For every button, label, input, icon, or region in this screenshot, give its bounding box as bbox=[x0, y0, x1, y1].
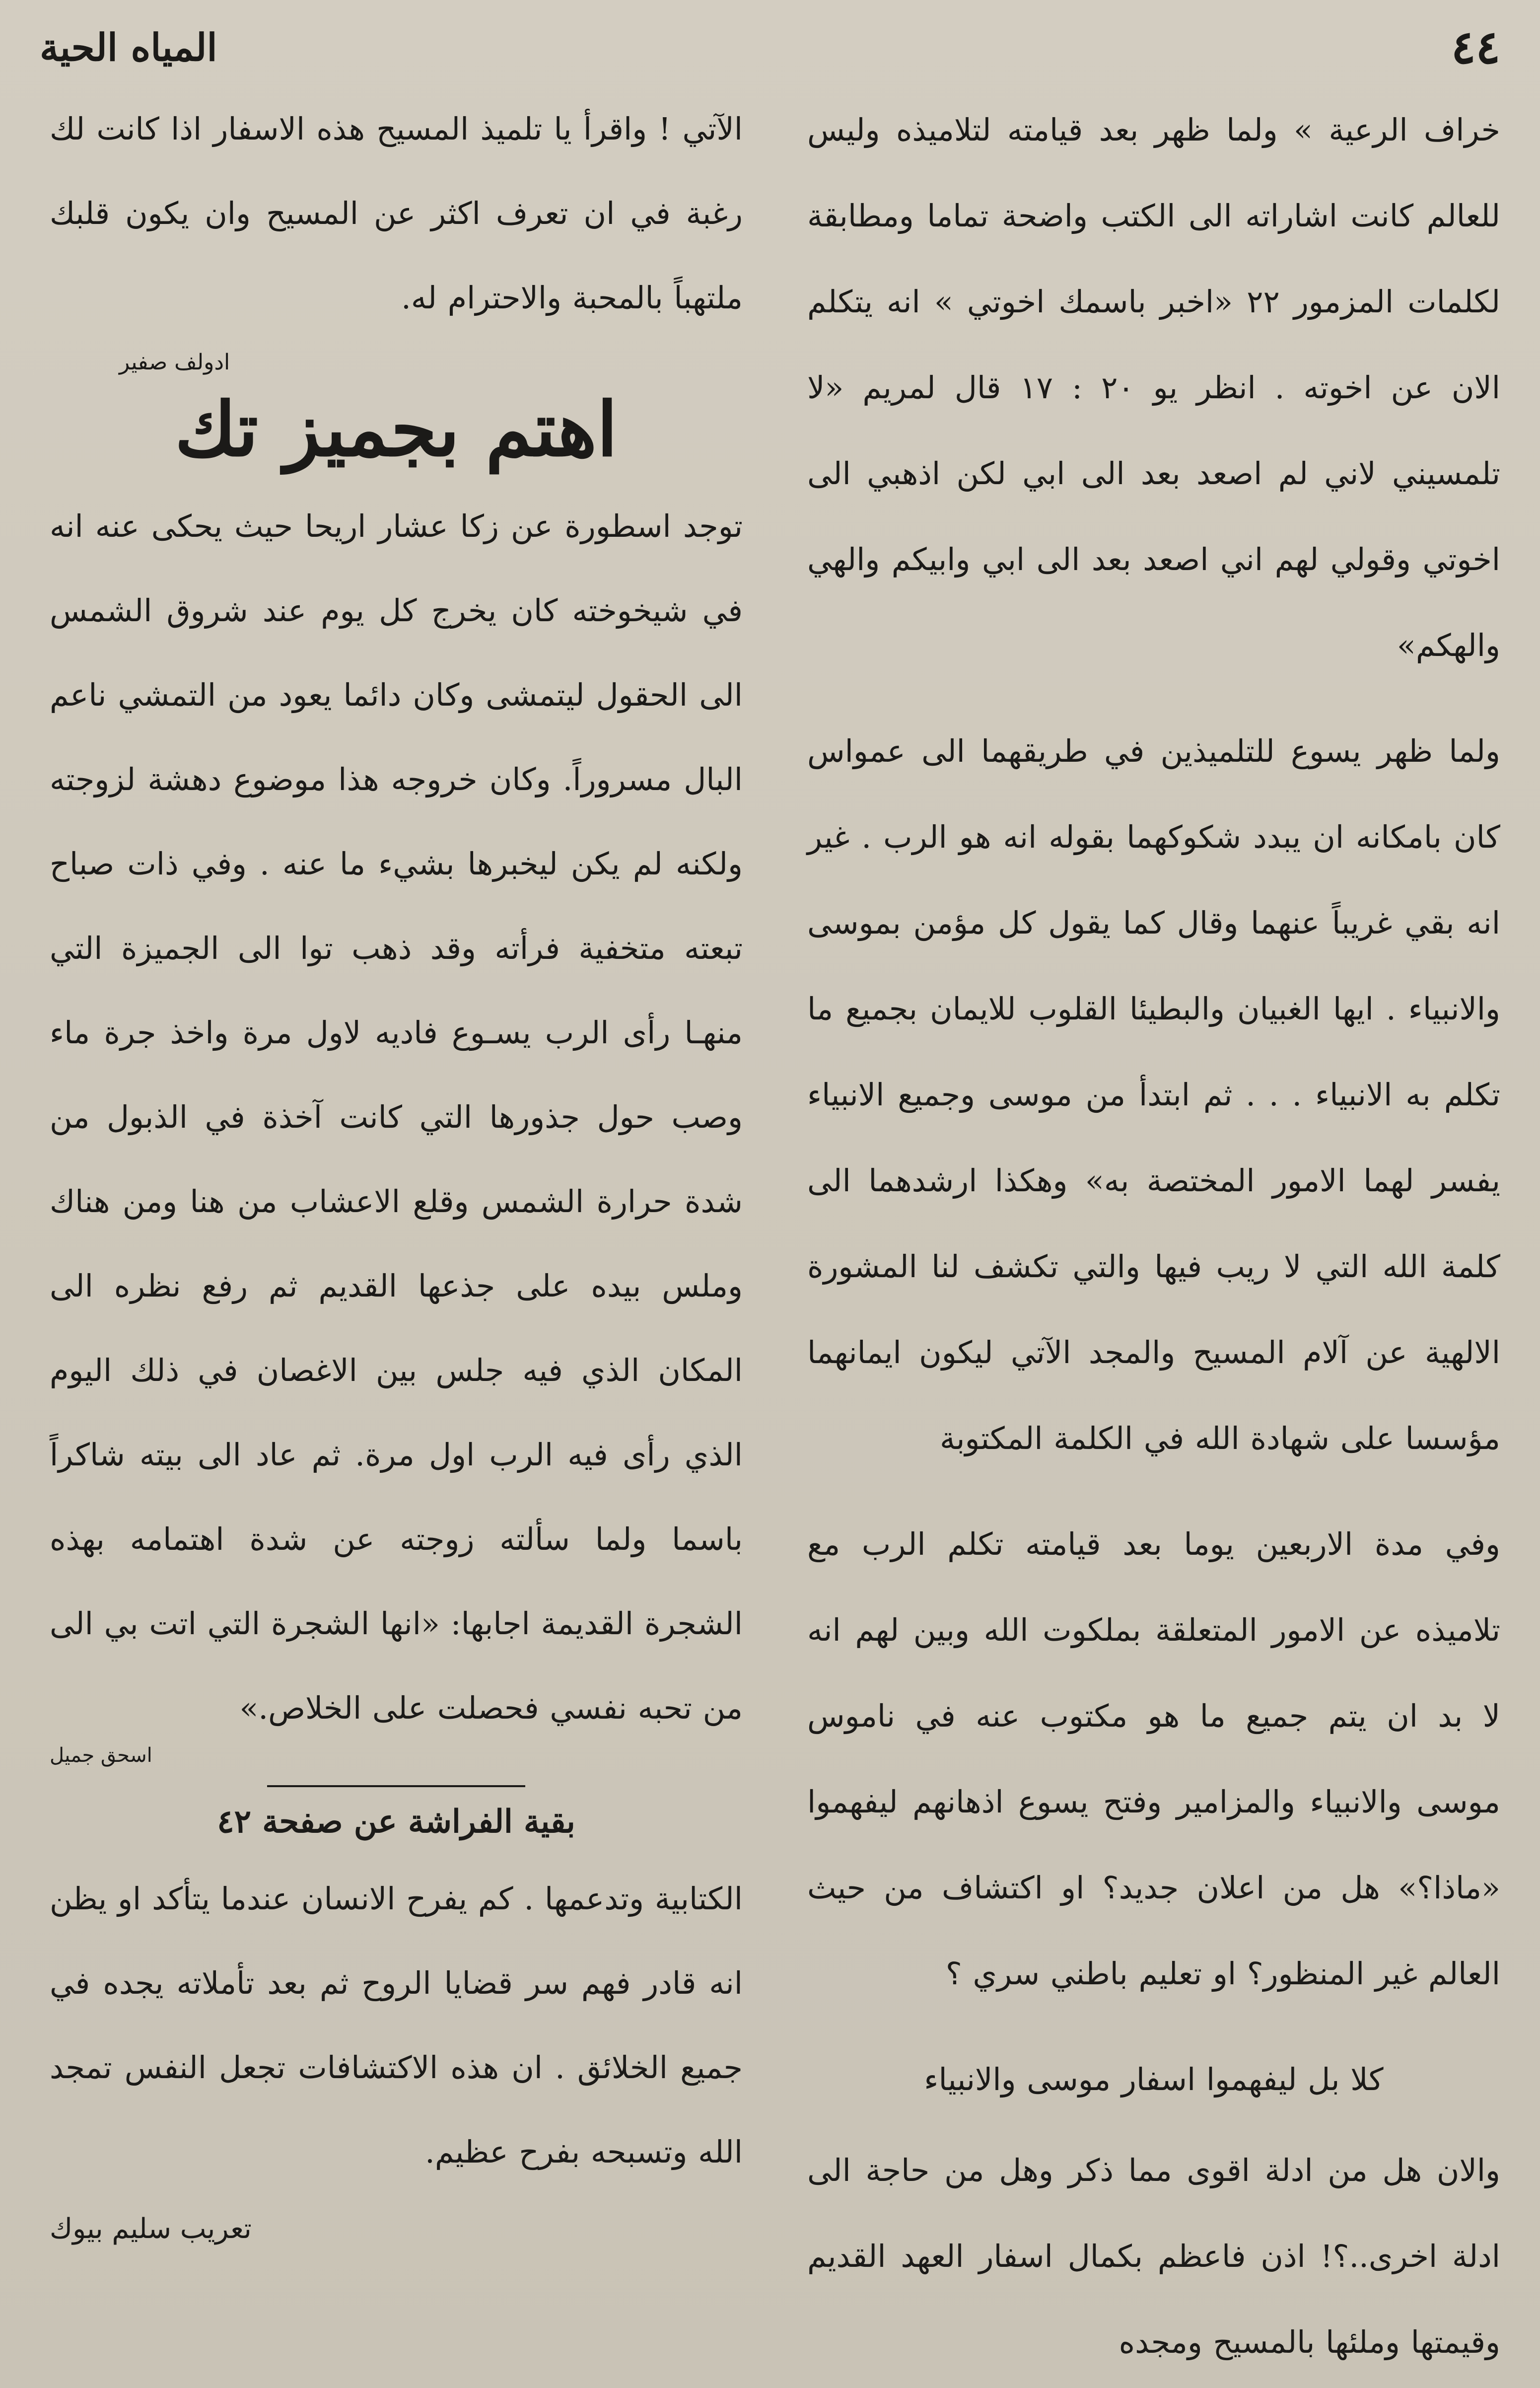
article-text: توجد اسطورة عن زكا عشار اريحا حيث يحكى عنه انه في شيخوخته كان يخرج كل يوم عند شروق الشمس الى الحقول ليتمشى وكان دائما يعود من التمشي ناعم البال مسروراً. وكان خروجه هذا موضوع دهشة لزوجته ولكنه لم يكن ليخبرها بشيء ما عنه . وفي ذات صباح تبعته متخفية فرأته وقد ذهب توا الى الجميزة التي منهـا رأى الرب يسـوع فاديه لاول مرة واخذ جرة ماء وصب حول جذورها التي كانت آخذة في الذبول من شدة حرارة الشمس وقلع الاعشاب من هنا ومن هناك وملس بيده على جذعها القديم ثم رفع نظره الى المكان الذي فيه جلس بين الاغصان في ذلك اليوم الذي رأى فيه الرب اول مرة. ثم عاد الى بيته شاكراً باسما ولما سألته زوجته عن شدة اهتمامه بهذه الشجرة القديمة اجابها: «انها الشجرة التي اتت بي الى من تحبه نفسي فحصلت على الخلاص.» bbox=[50, 508, 743, 1726]
left-column bbox=[50, 87, 743, 2358]
paragraph: كلا بل ليفهموا اسفار موسى والانبياء bbox=[924, 2061, 1384, 2098]
article-author: اسحق جميل bbox=[50, 1744, 152, 1767]
continued-heading: بقية الفراشة عن صفحة ٤٢ bbox=[217, 1803, 575, 1840]
page-header bbox=[40, 20, 1500, 74]
page-number: ٤٤ bbox=[1451, 20, 1500, 74]
text-columns bbox=[50, 87, 1500, 2358]
right-column bbox=[807, 87, 1500, 2358]
signature: تعريب سليم بيوك bbox=[50, 2213, 252, 2245]
paragraph: ولما ظهر يسوع للتلميذين في طريقهما الى عمواس كان بامكانه ان يبدد شكوكهما بقوله انه هو الرب . غير انه بقي غريباً عنهما وقال كما يقول كل مؤمن بموسى والانبياء . ايها الغبيان والبطيئا القلوب للايمان بجميع ما تكلم به الانبياء . . . ثم ابتدأ من موسى وجميع الانبياء يفسر لهما الامور المختصة به» وهكذا ارشدهما الى كلمة الله التي لا ريب فيها والتي تكشف لنا المشورة الالهية عن آلام المسيح والمجد الآتي ليكون ايمانهما مؤسسا على شهادة الله في الكلمة المكتوبة bbox=[807, 733, 1500, 1456]
intro-author: ادولف صفير bbox=[119, 350, 230, 375]
article-title: اهتم بجميز تك bbox=[175, 386, 618, 473]
magazine-title: المياه الحية bbox=[40, 25, 217, 70]
continued-text: الكتابية وتدعمها . كم يفرح الانسان عندما يتأكد او يظن انه قادر فهم سر قضايا الروح ثم بعد تأملاته يجده في جميع الخلائق . ان هذه الاكتشافات تجعل النفس تمجد الله وتسبحه بفرح عظيم. bbox=[50, 1881, 743, 2170]
divider-line bbox=[267, 1785, 525, 1787]
paragraph: خراف الرعية » ولما ظهر بعد قيامته لتلاميذه وليس للعالم كانت اشاراته الى الكتب واضحة تماما ومطابقة لكلمات المزمور ٢٢ «اخبر باسمك اخوتي » انه يتكلم الان عن اخوته . انظر يو ٢٠ : ١٧ قال لمريم «لا تلمسيني لاني لم اصعد بعد الى ابي لكن اذهبي الى اخوتي وقولي لهم اني اصعد بعد الى ابي وابيكم والهي والهكم» bbox=[807, 112, 1500, 663]
intro-paragraph: الآتي ! واقرأ يا تلميذ المسيح هذه الاسفار اذا كانت لك رغبة في ان تعرف اكثر عن المسيح وان يكون قلبك ملتهباً بالمحبة والاحترام له. bbox=[50, 111, 743, 316]
paragraph: وفي مدة الاربعين يوما بعد قيامته تكلم الرب مع تلاميذه عن الامور المتعلقة بملكوت الله وبين لهم انه لا بد ان يتم جميع ما هو مكتوب عنه في ناموس موسى والانبياء والمزامير وفتح يسوع اذهانهم ليفهموا «ماذا؟» هل من اعلان جديد؟ او اكتشاف من حيث العالم غير المنظور؟ او تعليم باطني سري ؟ bbox=[807, 1526, 1500, 1992]
paragraph: والان هل من ادلة اقوى مما ذكر وهل من حاجة الى ادلة اخرى..؟! اذن فاعظم بكمال اسفار العهد القديم وقيمتها وملئها بالمسيح ومجده bbox=[807, 2152, 1500, 2360]
